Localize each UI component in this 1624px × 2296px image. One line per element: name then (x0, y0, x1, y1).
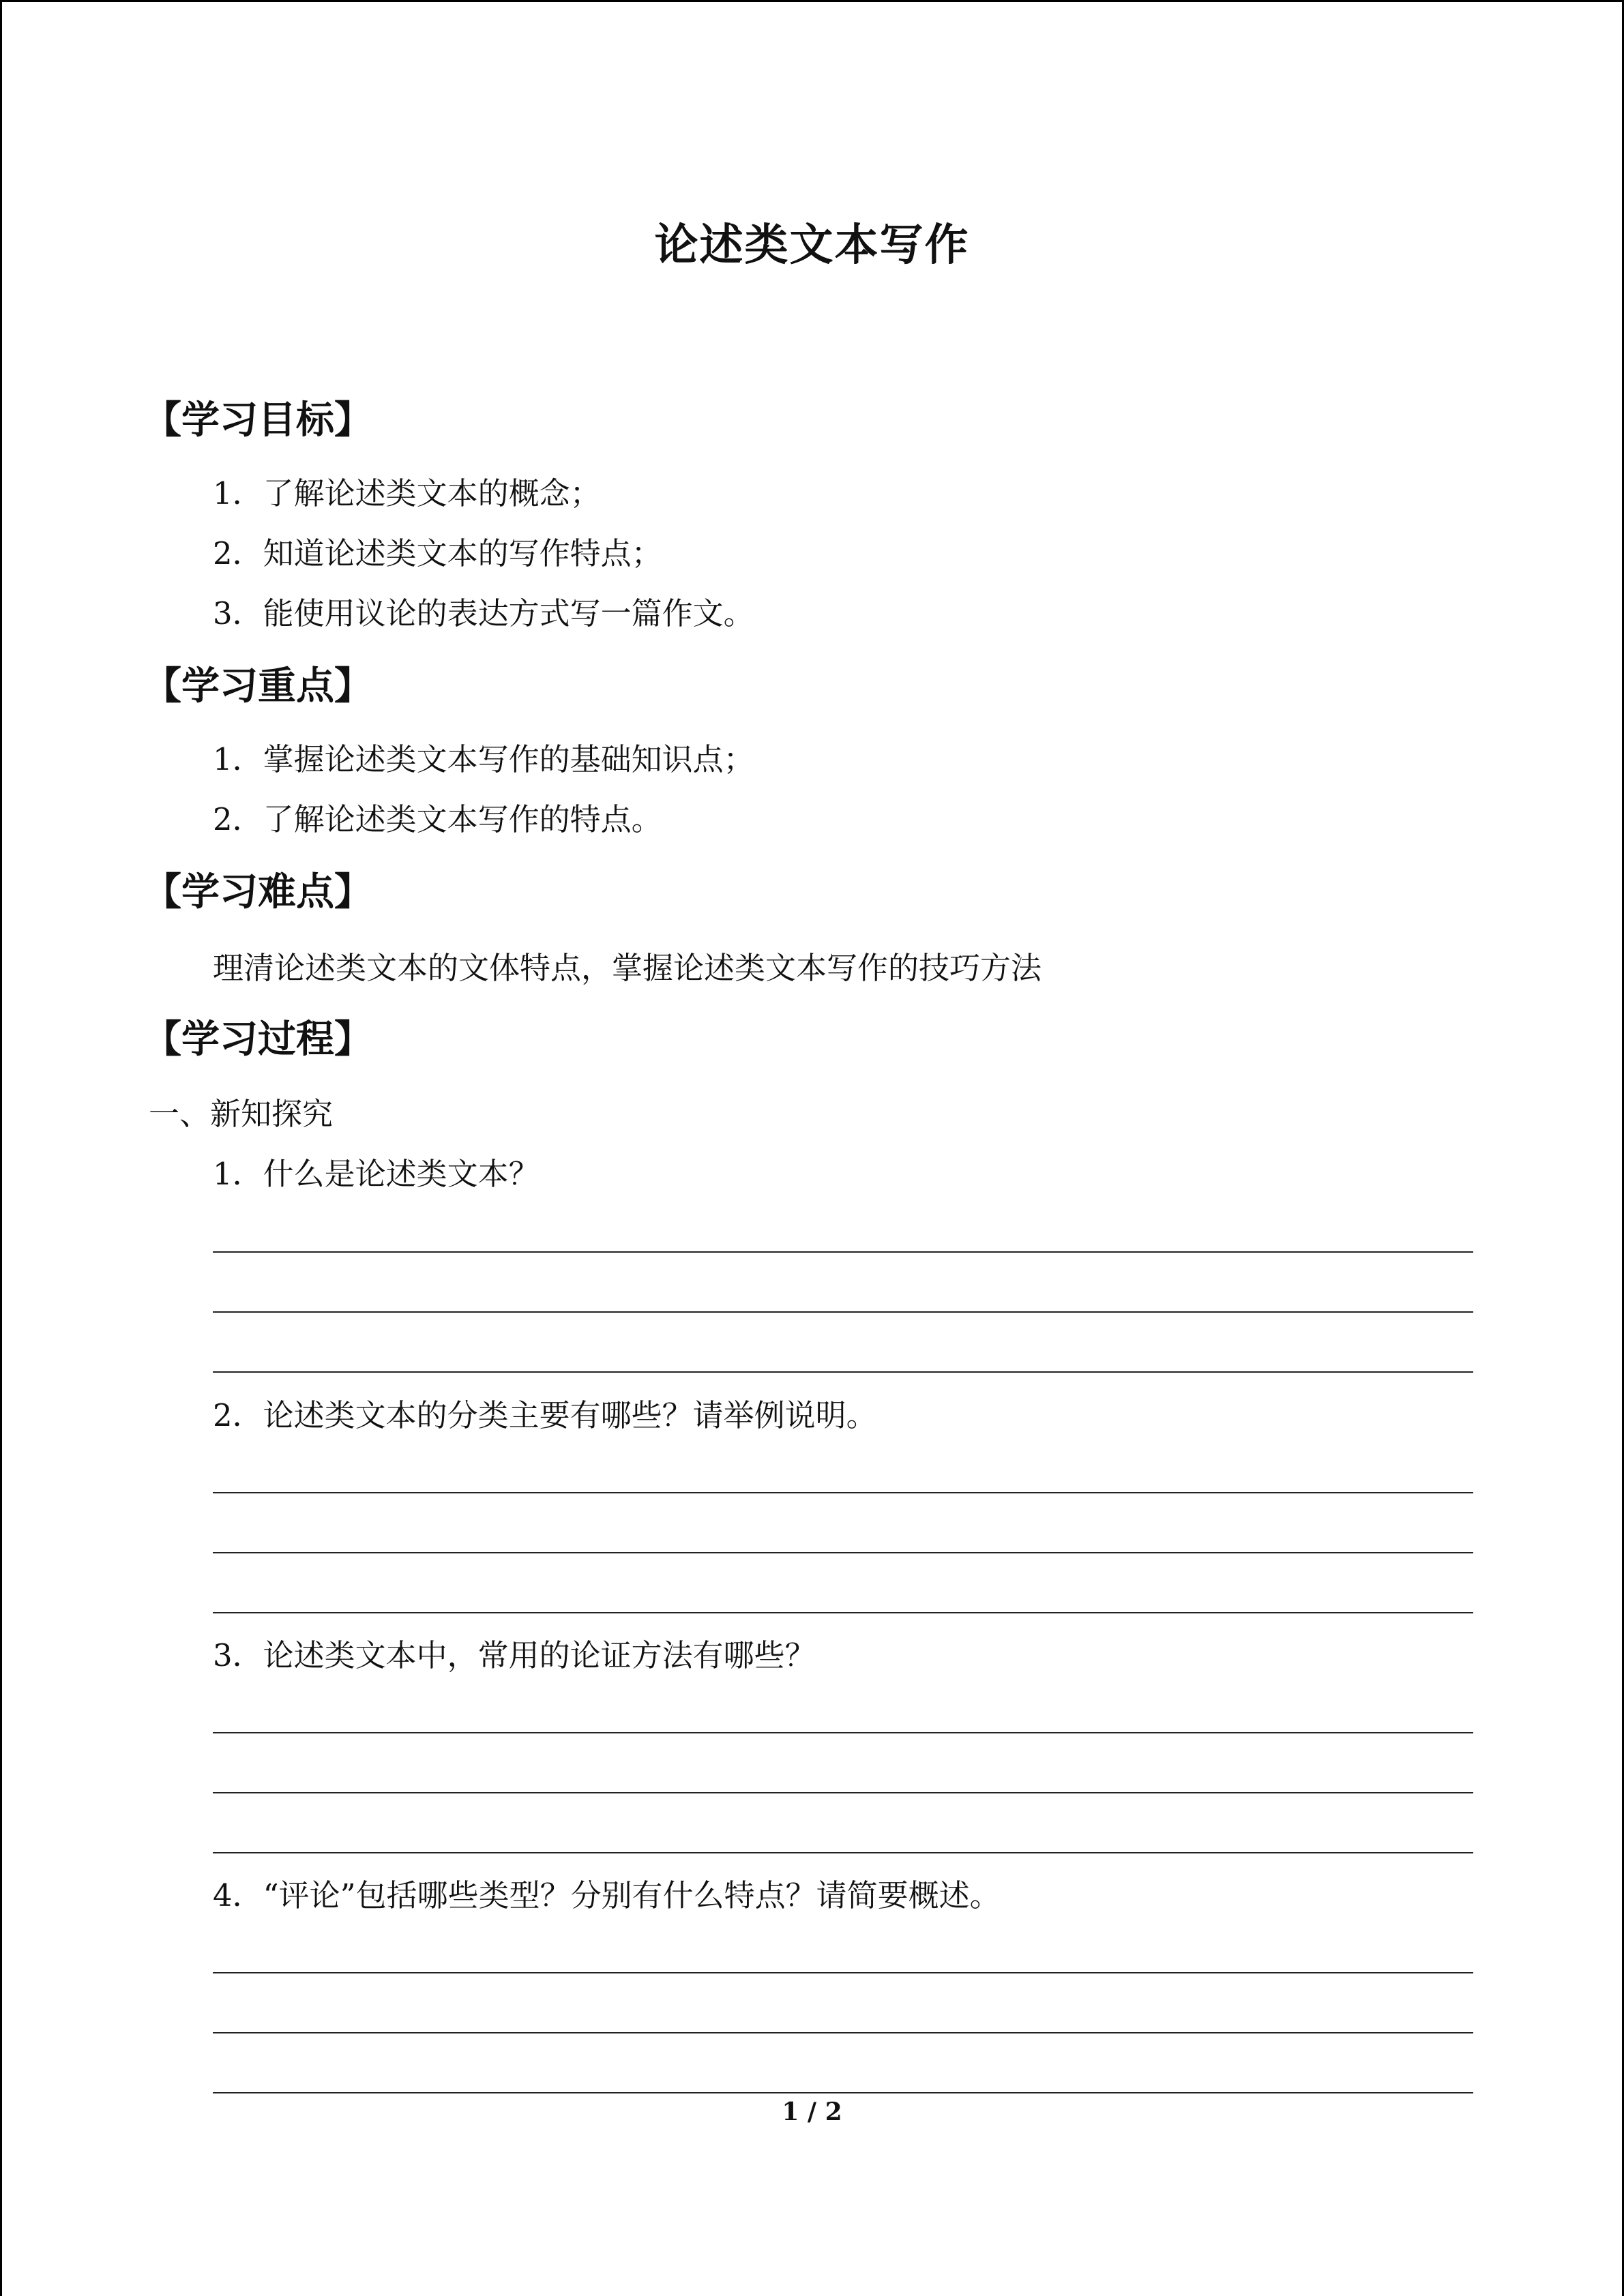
question-1: 1．什么是论述类文本？ (213, 1156, 540, 1192)
answer-line[interactable] (213, 1792, 1473, 1793)
subsection-title: 一、新知探究 (149, 1096, 334, 1132)
objective-item: 3．能使用议论的表达方式写一篇作文。 (213, 595, 754, 631)
answer-line[interactable] (213, 1492, 1473, 1493)
objective-item: 2．知道论述类文本的写作特点； (213, 535, 662, 571)
answer-line[interactable] (213, 1972, 1473, 1973)
question-3: 3．论述类文本中，常用的论证方法有哪些？ (213, 1637, 816, 1673)
objectives-heading: 【学习目标】 (143, 398, 372, 443)
key-point-item: 1．掌握论述类文本写作的基础知识点； (213, 741, 754, 777)
process-heading: 【学习过程】 (143, 1017, 372, 1062)
answer-line[interactable] (213, 1251, 1473, 1253)
answer-line[interactable] (213, 1311, 1473, 1313)
objective-item: 1．了解论述类文本的概念； (213, 475, 601, 511)
key-point-item: 2．了解论述类文本写作的特点。 (213, 801, 662, 837)
page-number: 1 / 2 (782, 2098, 842, 2126)
question-2: 2．论述类文本的分类主要有哪些？请举例说明。 (213, 1397, 877, 1433)
answer-line[interactable] (213, 1371, 1473, 1373)
page-title: 论述类文本写作 (654, 220, 970, 271)
difficulties-text: 理清论述类文本的文体特点，掌握论述类文本写作的技巧方法 (213, 950, 1042, 986)
difficulties-heading: 【学习难点】 (143, 870, 372, 914)
answer-line[interactable] (213, 2032, 1473, 2033)
key-points-heading: 【学习重点】 (143, 664, 372, 709)
answer-line[interactable] (213, 1732, 1473, 1733)
answer-line[interactable] (213, 1852, 1473, 1853)
answer-line[interactable] (213, 1552, 1473, 1553)
question-4: 4．“评论”包括哪些类型？分别有什么特点？请简要概述。 (213, 1877, 1001, 1913)
page-left-border (0, 0, 2, 2296)
answer-line[interactable] (213, 1612, 1473, 1613)
answer-line[interactable] (213, 2092, 1473, 2093)
page-top-border (0, 0, 1624, 2)
